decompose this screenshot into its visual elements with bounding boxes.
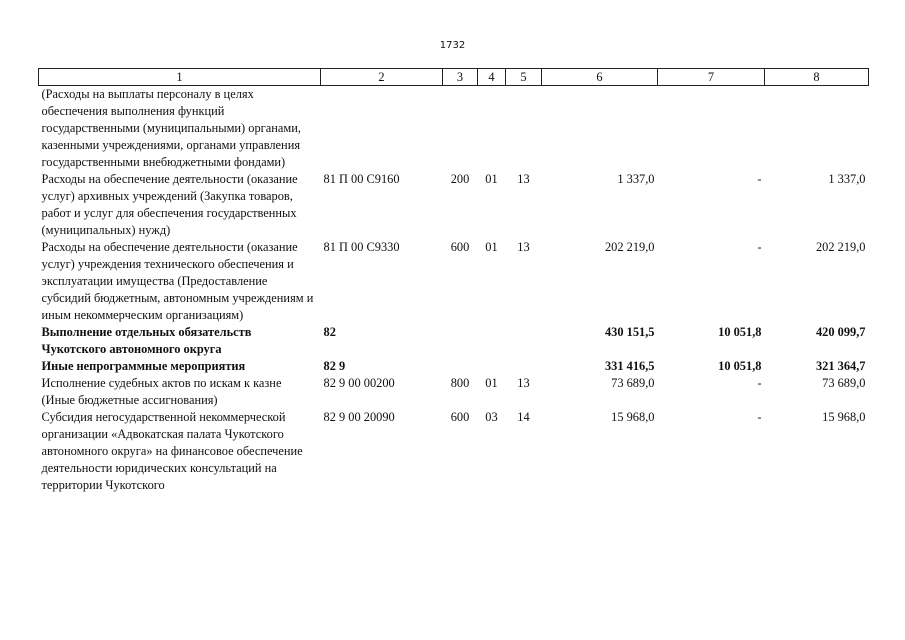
row-name: Субсидия негосударственной некоммерческой организации «Адвокатская палата Чукотского автономного округа» на финансовое обеспечение деятельности юридических консультаций на территории Чукотского [41,410,303,492]
row-own-sum: 420 099,7 [815,325,866,339]
row-sum [542,86,658,172]
row-section: 03 [485,410,498,424]
row-own-sum [765,86,869,172]
row-own-sum: 73 689,0 [822,376,866,390]
row-code: 82 9 [323,359,346,373]
row-expense-type: 600 [450,240,470,254]
row-subsection: 13 [517,240,530,254]
row-subsection [506,358,542,375]
table-row [39,375,869,409]
row-subvention-sum: - [757,240,762,254]
table-row [39,171,869,239]
row-own-sum: 202 219,0 [815,240,866,254]
column-header-1: 1 [39,69,321,86]
row-subvention-sum [658,86,765,172]
row-expense-type: 600 [450,410,470,424]
row-own-sum: 321 364,7 [815,359,866,373]
column-header-3: 3 [443,69,478,86]
row-expense-type [443,358,478,375]
row-subvention-sum: 10 051,8 [718,359,762,373]
table-row [39,86,869,172]
row-code: 82 9 00 00200 [323,376,395,390]
row-own-sum: 1 337,0 [828,172,866,186]
row-subsection [506,324,542,358]
table-row [39,324,869,358]
row-section: 01 [485,240,498,254]
header-row [39,69,869,86]
column-header-7: 7 [658,69,765,86]
table-row [39,409,869,494]
row-own-sum: 15 968,0 [822,410,866,424]
row-expense-type: 800 [450,376,470,390]
row-code: 81 П 00 С9330 [323,240,400,254]
column-header-8: 8 [765,69,869,86]
table-row [39,358,869,375]
row-section: 01 [485,172,498,186]
row-name: Расходы на обеспечение деятельности (оказание услуг) архивных учреждений (Закупка товаров, работ и услуг для обеспечения государственных (муниципальных) нужд) [41,172,298,237]
row-name: Расходы на обеспечение деятельности (оказание услуг) учреждения технического обеспечения и эксплуатации имущества (Предоставление субсидий бюджетным, автономным учреждениям и иным некоммерческим организациям) [41,240,314,322]
row-section: 01 [485,376,498,390]
row-sum: 1 337,0 [617,172,655,186]
table-row [39,239,869,324]
row-subsection: 13 [517,172,530,186]
row-code [321,86,443,172]
row-subsection: 13 [517,376,530,390]
row-subsection: 14 [517,410,530,424]
column-header-2: 2 [321,69,443,86]
row-expense-type [443,86,478,172]
row-subvention-sum: - [757,376,762,390]
page-number: 1732 [439,40,466,51]
row-expense-type: 200 [450,172,470,186]
row-code: 82 [323,325,336,339]
row-code: 82 9 00 20090 [323,410,395,424]
column-header-6: 6 [542,69,658,86]
table-header [39,69,869,86]
row-sum: 202 219,0 [604,240,655,254]
row-name: Исполнение судебных актов по искам к казне (Иные бюджетные ассигнования) [41,376,282,407]
row-sum: 15 968,0 [611,410,655,424]
row-subvention-sum: 10 051,8 [718,325,762,339]
row-subvention-sum: - [757,410,762,424]
row-section [478,86,506,172]
table-body [39,86,869,495]
column-header-4: 4 [478,69,506,86]
budget-table [38,68,869,494]
row-subsection [506,86,542,172]
row-sum: 331 416,5 [604,359,655,373]
row-code: 81 П 00 С9160 [323,172,400,186]
row-section [478,358,506,375]
row-subvention-sum: - [757,172,762,186]
row-name: Иные непрограммные мероприятия [41,359,246,373]
row-section [478,324,506,358]
row-sum: 430 151,5 [604,325,655,339]
row-sum: 73 689,0 [611,376,655,390]
row-name: (Расходы на выплаты персоналу в целях обеспечения выполнения функций государственными (муниципальными) органами, казенными учреждениями, органами управления государственными внебюджетными фондами) [41,87,301,169]
row-expense-type [443,324,478,358]
row-name: Выполнение отдельных обязательств Чукотского автономного округа [41,325,252,356]
column-header-5: 5 [506,69,542,86]
